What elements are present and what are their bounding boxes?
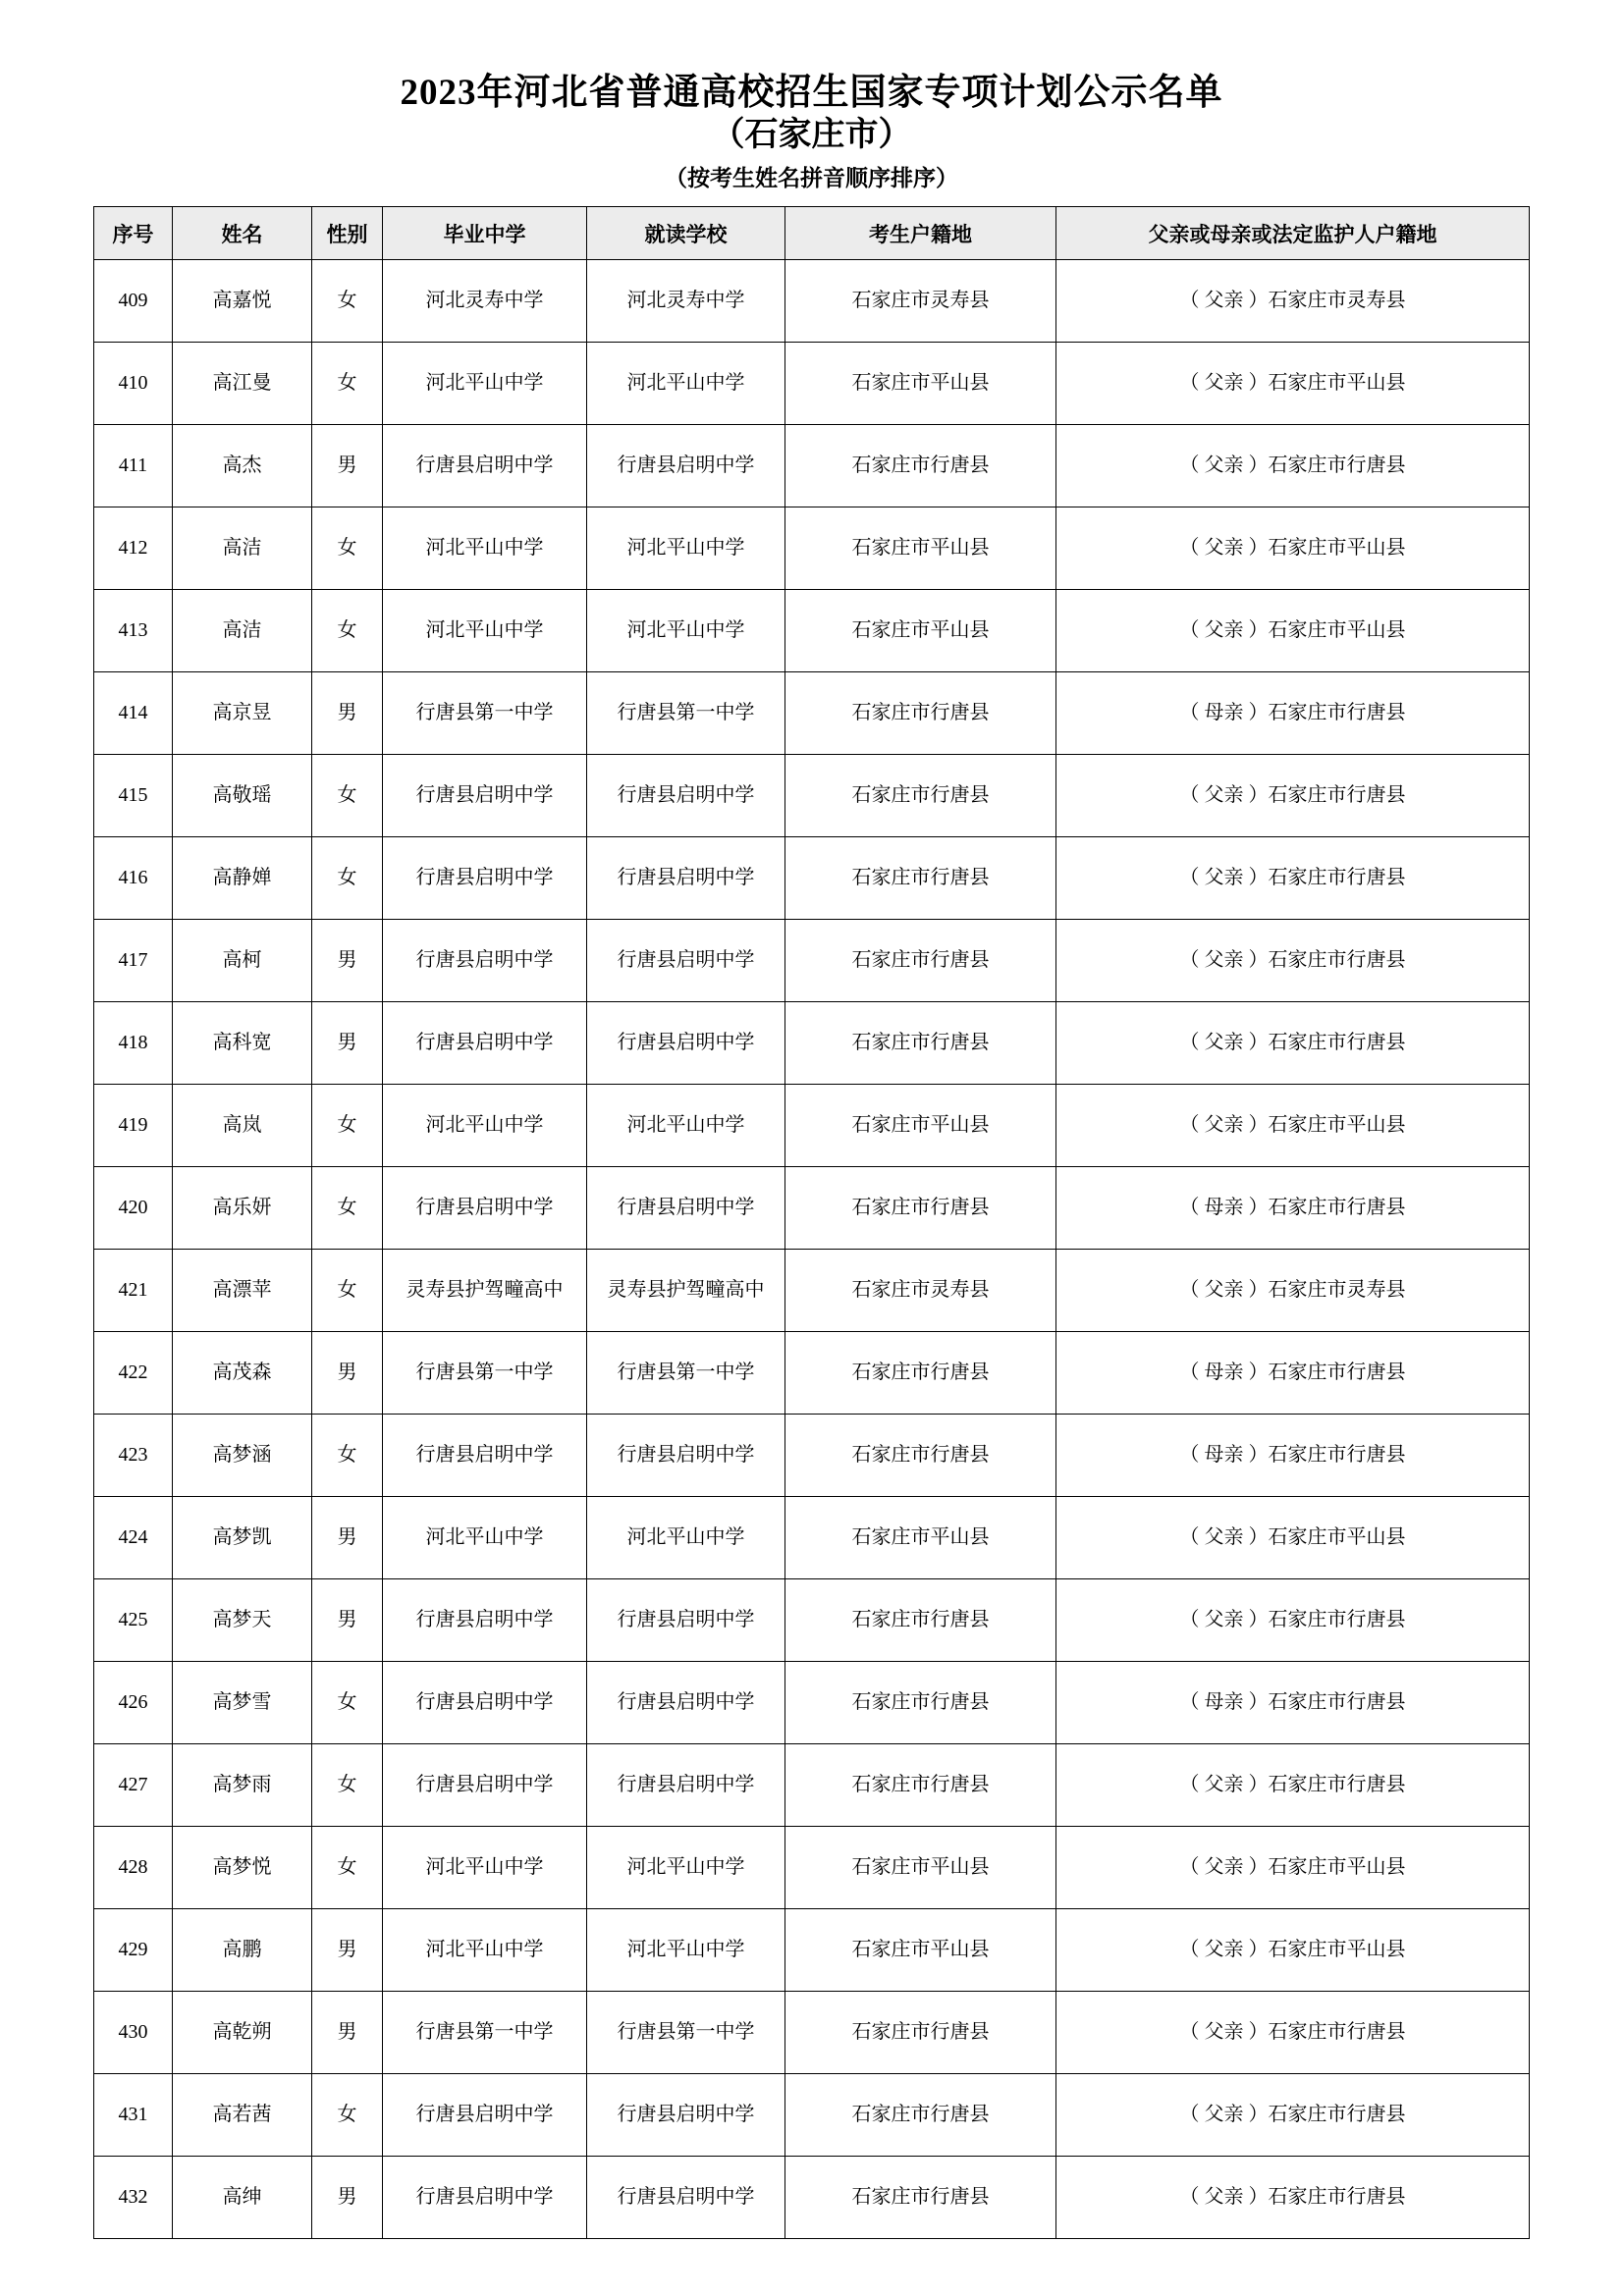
cell-index: 421 (94, 1250, 173, 1332)
cell-index: 423 (94, 1415, 173, 1497)
cell-index: 427 (94, 1744, 173, 1827)
table-row (94, 343, 1530, 425)
cell-residence: 石家庄市行唐县 (785, 755, 1056, 837)
table-row (94, 755, 1530, 837)
cell-guardian-residence: （ 母亲 ）石家庄市行唐县 (1056, 1662, 1530, 1744)
cell-residence: 石家庄市行唐县 (785, 1415, 1056, 1497)
cell-residence: 石家庄市行唐县 (785, 2157, 1056, 2239)
cell-name: 高梦雪 (173, 1662, 312, 1744)
cell-attend-school: 河北平山中学 (587, 590, 785, 672)
cell-graduate-school: 行唐县启明中学 (383, 425, 587, 507)
table-row (94, 1415, 1530, 1497)
cell-index: 410 (94, 343, 173, 425)
cell-residence: 石家庄市平山县 (785, 507, 1056, 590)
cell-residence: 石家庄市行唐县 (785, 920, 1056, 1002)
cell-gender: 男 (312, 920, 383, 1002)
cell-attend-school: 行唐县第一中学 (587, 672, 785, 755)
cell-graduate-school: 河北灵寿中学 (383, 260, 587, 343)
cell-attend-school: 行唐县启明中学 (587, 1744, 785, 1827)
cell-residence: 石家庄市平山县 (785, 1085, 1056, 1167)
cell-name: 高洁 (173, 507, 312, 590)
cell-name: 高梦涵 (173, 1415, 312, 1497)
table-row (94, 1662, 1530, 1744)
cell-gender: 女 (312, 1250, 383, 1332)
cell-residence: 石家庄市行唐县 (785, 1744, 1056, 1827)
cell-name: 高乐妍 (173, 1167, 312, 1250)
table-row (94, 1992, 1530, 2074)
cell-index: 426 (94, 1662, 173, 1744)
cell-index: 432 (94, 2157, 173, 2239)
cell-attend-school: 行唐县启明中学 (587, 920, 785, 1002)
cell-gender: 女 (312, 590, 383, 672)
cell-gender: 男 (312, 1992, 383, 2074)
table-row (94, 2157, 1530, 2239)
cell-gender: 男 (312, 1497, 383, 1579)
cell-name: 高敬瑶 (173, 755, 312, 837)
cell-attend-school: 河北平山中学 (587, 1085, 785, 1167)
table-row (94, 260, 1530, 343)
cell-residence: 石家庄市行唐县 (785, 425, 1056, 507)
cell-attend-school: 行唐县启明中学 (587, 2074, 785, 2157)
cell-index: 425 (94, 1579, 173, 1662)
table-row (94, 1167, 1530, 1250)
cell-guardian-residence: （ 父亲 ）石家庄市行唐县 (1056, 1002, 1530, 1085)
cell-name: 高梦凯 (173, 1497, 312, 1579)
cell-guardian-residence: （ 父亲 ）石家庄市行唐县 (1056, 425, 1530, 507)
cell-attend-school: 灵寿县护驾疃高中 (587, 1250, 785, 1332)
table-row (94, 1250, 1530, 1332)
cell-index: 419 (94, 1085, 173, 1167)
cell-attend-school: 行唐县启明中学 (587, 1167, 785, 1250)
cell-residence: 石家庄市灵寿县 (785, 1250, 1056, 1332)
cell-residence: 石家庄市平山县 (785, 1497, 1056, 1579)
cell-residence: 石家庄市行唐县 (785, 1579, 1056, 1662)
cell-guardian-residence: （ 父亲 ）石家庄市行唐县 (1056, 2074, 1530, 2157)
page-title: 2023年河北省普通高校招生国家专项计划公示名单 (400, 73, 1223, 113)
cell-guardian-residence: （ 父亲 ）石家庄市灵寿县 (1056, 1250, 1530, 1332)
table-row (94, 1909, 1530, 1992)
cell-graduate-school: 行唐县启明中学 (383, 1662, 587, 1744)
cell-attend-school: 行唐县启明中学 (587, 837, 785, 920)
cell-gender: 女 (312, 1167, 383, 1250)
cell-graduate-school: 行唐县第一中学 (383, 1992, 587, 2074)
cell-index: 428 (94, 1827, 173, 1909)
cell-name: 高鹏 (173, 1909, 312, 1992)
table-header-row (94, 207, 1530, 260)
cell-residence: 石家庄市平山县 (785, 1909, 1056, 1992)
table-row (94, 590, 1530, 672)
cell-name: 高乾朔 (173, 1992, 312, 2074)
cell-graduate-school: 行唐县启明中学 (383, 1167, 587, 1250)
cell-graduate-school: 河北平山中学 (383, 590, 587, 672)
cell-residence: 石家庄市行唐县 (785, 1167, 1056, 1250)
cell-residence: 石家庄市行唐县 (785, 1992, 1056, 2074)
cell-name: 高嘉悦 (173, 260, 312, 343)
cell-index: 416 (94, 837, 173, 920)
cell-attend-school: 行唐县启明中学 (587, 1662, 785, 1744)
table-row (94, 1085, 1530, 1167)
cell-guardian-residence: （ 父亲 ）石家庄市平山县 (1056, 1497, 1530, 1579)
table-row (94, 1744, 1530, 1827)
cell-graduate-school: 河北平山中学 (383, 1909, 587, 1992)
cell-guardian-residence: （ 母亲 ）石家庄市行唐县 (1056, 1167, 1530, 1250)
cell-gender: 女 (312, 837, 383, 920)
cell-graduate-school: 行唐县启明中学 (383, 2157, 587, 2239)
cell-gender: 男 (312, 1909, 383, 1992)
cell-index: 413 (94, 590, 173, 672)
cell-attend-school: 行唐县启明中学 (587, 1579, 785, 1662)
cell-name: 高绅 (173, 2157, 312, 2239)
cell-index: 420 (94, 1167, 173, 1250)
cell-index: 411 (94, 425, 173, 507)
cell-index: 414 (94, 672, 173, 755)
cell-graduate-school: 行唐县启明中学 (383, 1744, 587, 1827)
cell-index: 418 (94, 1002, 173, 1085)
page-subtitle: （石家庄市） (711, 117, 912, 154)
cell-guardian-residence: （ 母亲 ）石家庄市行唐县 (1056, 672, 1530, 755)
cell-gender: 男 (312, 2157, 383, 2239)
cell-index: 415 (94, 755, 173, 837)
cell-attend-school: 行唐县第一中学 (587, 1332, 785, 1415)
table-row (94, 2074, 1530, 2157)
cell-residence: 石家庄市平山县 (785, 590, 1056, 672)
cell-name: 高岚 (173, 1085, 312, 1167)
cell-residence: 石家庄市行唐县 (785, 672, 1056, 755)
cell-gender: 女 (312, 507, 383, 590)
table-row (94, 920, 1530, 1002)
cell-residence: 石家庄市行唐县 (785, 2074, 1056, 2157)
cell-graduate-school: 河北平山中学 (383, 1827, 587, 1909)
table-row (94, 1579, 1530, 1662)
cell-guardian-residence: （ 父亲 ）石家庄市行唐县 (1056, 1744, 1530, 1827)
cell-gender: 男 (312, 672, 383, 755)
cell-guardian-residence: （ 母亲 ）石家庄市行唐县 (1056, 1332, 1530, 1415)
cell-gender: 女 (312, 755, 383, 837)
cell-attend-school: 河北平山中学 (587, 1497, 785, 1579)
cell-guardian-residence: （ 父亲 ）石家庄市行唐县 (1056, 837, 1530, 920)
cell-guardian-residence: （ 母亲 ）石家庄市行唐县 (1056, 1415, 1530, 1497)
cell-residence: 石家庄市行唐县 (785, 1662, 1056, 1744)
cell-name: 高梦雨 (173, 1744, 312, 1827)
cell-guardian-residence: （ 父亲 ）石家庄市平山县 (1056, 1909, 1530, 1992)
col-header-gender: 性别 (312, 207, 383, 260)
cell-guardian-residence: （ 父亲 ）石家庄市平山县 (1056, 507, 1530, 590)
table-row (94, 507, 1530, 590)
cell-graduate-school: 行唐县第一中学 (383, 1332, 587, 1415)
table-row (94, 1332, 1530, 1415)
cell-name: 高梦天 (173, 1579, 312, 1662)
cell-graduate-school: 行唐县启明中学 (383, 1579, 587, 1662)
cell-attend-school: 河北平山中学 (587, 1827, 785, 1909)
col-header-residence: 考生户籍地 (785, 207, 1056, 260)
cell-guardian-residence: （ 父亲 ）石家庄市平山县 (1056, 1827, 1530, 1909)
cell-attend-school: 行唐县第一中学 (587, 1992, 785, 2074)
cell-gender: 男 (312, 1332, 383, 1415)
table-body (94, 260, 1530, 2239)
cell-guardian-residence: （ 父亲 ）石家庄市平山县 (1056, 1085, 1530, 1167)
col-header-graduate-school: 毕业中学 (383, 207, 587, 260)
cell-gender: 女 (312, 1415, 383, 1497)
cell-gender: 女 (312, 1662, 383, 1744)
cell-graduate-school: 行唐县启明中学 (383, 755, 587, 837)
cell-graduate-school: 行唐县启明中学 (383, 837, 587, 920)
cell-name: 高静婵 (173, 837, 312, 920)
table-row (94, 1002, 1530, 1085)
cell-guardian-residence: （ 父亲 ）石家庄市平山县 (1056, 343, 1530, 425)
col-header-name: 姓名 (173, 207, 312, 260)
cell-graduate-school: 行唐县启明中学 (383, 2074, 587, 2157)
table-row (94, 425, 1530, 507)
cell-name: 高梦悦 (173, 1827, 312, 1909)
cell-attend-school: 行唐县启明中学 (587, 425, 785, 507)
table-row (94, 1827, 1530, 1909)
cell-attend-school: 行唐县启明中学 (587, 1002, 785, 1085)
cell-gender: 女 (312, 2074, 383, 2157)
cell-name: 高漂苹 (173, 1250, 312, 1332)
cell-guardian-residence: （ 父亲 ）石家庄市行唐县 (1056, 1579, 1530, 1662)
cell-attend-school: 河北平山中学 (587, 507, 785, 590)
cell-index: 424 (94, 1497, 173, 1579)
cell-graduate-school: 河北平山中学 (383, 507, 587, 590)
table-row (94, 1497, 1530, 1579)
cell-name: 高若茜 (173, 2074, 312, 2157)
cell-name: 高江曼 (173, 343, 312, 425)
cell-guardian-residence: （ 父亲 ）石家庄市灵寿县 (1056, 260, 1530, 343)
cell-attend-school: 河北平山中学 (587, 1909, 785, 1992)
cell-index: 412 (94, 507, 173, 590)
cell-name: 高杰 (173, 425, 312, 507)
cell-guardian-residence: （ 父亲 ）石家庄市行唐县 (1056, 755, 1530, 837)
col-header-guardian-residence: 父亲或母亲或法定监护人户籍地 (1056, 207, 1530, 260)
cell-gender: 女 (312, 1085, 383, 1167)
cell-index: 429 (94, 1909, 173, 1992)
cell-attend-school: 行唐县启明中学 (587, 1415, 785, 1497)
cell-attend-school: 行唐县启明中学 (587, 755, 785, 837)
cell-graduate-school: 河北平山中学 (383, 343, 587, 425)
cell-name: 高京昱 (173, 672, 312, 755)
col-header-index: 序号 (94, 207, 173, 260)
cell-residence: 石家庄市行唐县 (785, 837, 1056, 920)
cell-gender: 女 (312, 1827, 383, 1909)
cell-residence: 石家庄市灵寿县 (785, 260, 1056, 343)
cell-guardian-residence: （ 父亲 ）石家庄市行唐县 (1056, 2157, 1530, 2239)
cell-name: 高茂森 (173, 1332, 312, 1415)
sort-note: （按考生姓名拼音顺序排序） (665, 166, 958, 191)
cell-name: 高洁 (173, 590, 312, 672)
cell-guardian-residence: （ 父亲 ）石家庄市行唐县 (1056, 1992, 1530, 2074)
cell-gender: 女 (312, 343, 383, 425)
cell-graduate-school: 灵寿县护驾疃高中 (383, 1250, 587, 1332)
cell-residence: 石家庄市平山县 (785, 343, 1056, 425)
cell-gender: 男 (312, 425, 383, 507)
cell-index: 409 (94, 260, 173, 343)
cell-index: 431 (94, 2074, 173, 2157)
cell-guardian-residence: （ 父亲 ）石家庄市行唐县 (1056, 920, 1530, 1002)
cell-gender: 女 (312, 1744, 383, 1827)
cell-guardian-residence: （ 父亲 ）石家庄市平山县 (1056, 590, 1530, 672)
cell-graduate-school: 河北平山中学 (383, 1497, 587, 1579)
cell-attend-school: 行唐县启明中学 (587, 2157, 785, 2239)
cell-gender: 男 (312, 1002, 383, 1085)
cell-graduate-school: 行唐县启明中学 (383, 920, 587, 1002)
cell-name: 高科宽 (173, 1002, 312, 1085)
cell-index: 422 (94, 1332, 173, 1415)
cell-residence: 石家庄市行唐县 (785, 1332, 1056, 1415)
cell-index: 430 (94, 1992, 173, 2074)
cell-index: 417 (94, 920, 173, 1002)
cell-residence: 石家庄市平山县 (785, 1827, 1056, 1909)
cell-name: 高柯 (173, 920, 312, 1002)
roster-table (93, 206, 1530, 2239)
cell-attend-school: 河北平山中学 (587, 343, 785, 425)
table-row (94, 837, 1530, 920)
cell-graduate-school: 河北平山中学 (383, 1085, 587, 1167)
cell-attend-school: 河北灵寿中学 (587, 260, 785, 343)
table-row (94, 672, 1530, 755)
col-header-attend-school: 就读学校 (587, 207, 785, 260)
cell-graduate-school: 行唐县第一中学 (383, 672, 587, 755)
cell-gender: 女 (312, 260, 383, 343)
cell-graduate-school: 行唐县启明中学 (383, 1002, 587, 1085)
cell-gender: 男 (312, 1579, 383, 1662)
cell-residence: 石家庄市行唐县 (785, 1002, 1056, 1085)
cell-graduate-school: 行唐县启明中学 (383, 1415, 587, 1497)
